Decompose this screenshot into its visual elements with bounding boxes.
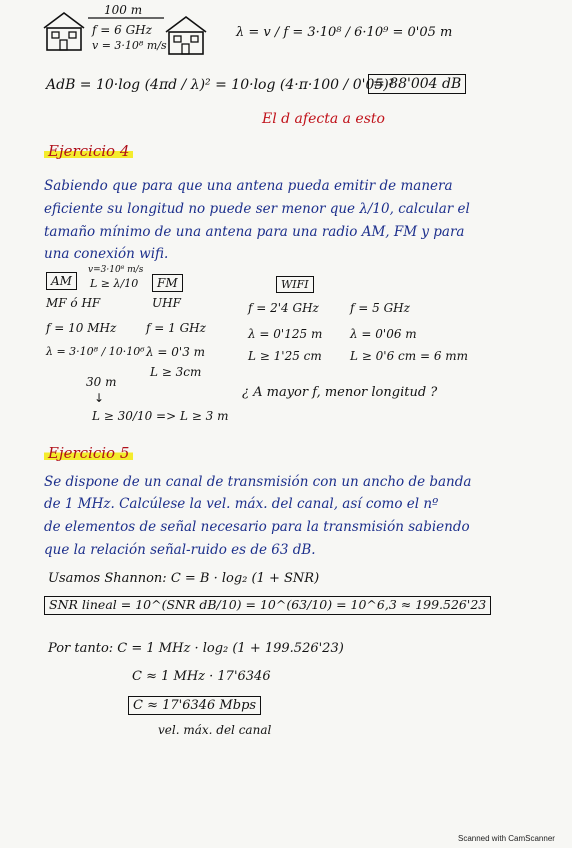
ex4-statement-line-3: tamaño mínimo de una antena para una radio AM, FM y para	[44, 224, 465, 240]
house-icon-left	[42, 10, 86, 52]
wifi-lambda-1: λ = 0'125 m	[248, 327, 323, 341]
capacity-note: vel. máx. del canal	[158, 723, 272, 737]
ex5-statement-line-1: Se dispone de un canal de transmisión con un ancho de banda	[44, 474, 472, 490]
wifi-result-1: L ≥ 1'25 cm	[248, 349, 322, 363]
ex5-statement-line-4: que la relación señal-ruido es de 63 dB.	[44, 542, 316, 558]
am-lambda-value: 30 m	[86, 375, 117, 389]
exercise-4-title: Ejercicio 4	[44, 144, 133, 159]
am-label: AM	[46, 272, 77, 290]
am-arrow-icon: ↓	[94, 391, 105, 405]
distance-note: El d afecta a esto	[262, 111, 385, 127]
attenuation-equation: AdB = 10·log (4πd / λ)² = 10·log (4·π·100 / 0'05)²	[46, 77, 395, 93]
wifi-result-2: L ≥ 0'6 cm = 6 mm	[350, 349, 469, 363]
am-speed: v=3·10⁸ m/s	[88, 265, 144, 275]
footer-watermark: Scanned with CamScanner	[458, 834, 555, 843]
capacity-step: C ≈ 1 MHz · 17'6346	[132, 669, 271, 684]
wifi-conclusion: ¿ A mayor f, menor longitud ?	[242, 385, 438, 400]
lambda-equation: λ = v / f = 3·10⁸ / 6·10⁹ = 0'05 m	[236, 25, 453, 40]
am-frequency: f = 10 MHz	[46, 321, 117, 335]
capacity-final: C ≈ 17'6346 Mbps	[128, 696, 261, 715]
wifi-frequency-2: f = 5 GHz	[350, 301, 410, 315]
house-icon-right	[164, 14, 208, 56]
frequency-label: f = 6 GHz	[92, 23, 152, 37]
ex5-statement-line-2: de 1 MHz. Calcúlese la vel. máx. del canal, así como el nº	[44, 496, 439, 512]
fm-label: FM	[152, 274, 183, 292]
shannon-formula: Usamos Shannon: C = B · log₂ (1 + SNR)	[48, 571, 320, 586]
snr-conversion: SNR lineal = 10^(SNR dB/10) = 10^(63/10) = 10^6,3 ≈ 199.526'23	[44, 596, 491, 615]
exercise-5-title: Ejercicio 5	[44, 446, 133, 461]
distance-label: 100 m	[104, 3, 143, 17]
attenuation-result: = 88'004 dB	[368, 74, 466, 94]
ex5-statement-line-3: de elementos de señal necesario para la transmisión sabiendo	[44, 519, 470, 535]
fm-lambda: λ = 0'3 m	[146, 345, 206, 359]
ex4-statement-line-1: Sabiendo que para que una antena pueda emitir de manera	[44, 178, 453, 194]
am-result: L ≥ 30/10 => L ≥ 3 m	[92, 409, 229, 423]
ex4-statement-line-4: una conexión wifi.	[44, 246, 169, 262]
fm-result: L ≥ 3cm	[150, 365, 202, 379]
am-condition: L ≥ λ/10	[90, 277, 139, 290]
wifi-frequency-1: f = 2'4 GHz	[248, 301, 319, 315]
ex4-statement-line-2: eficiente su longitud no puede ser menor que λ/10, calcular el	[44, 201, 470, 217]
wifi-label: WIFI	[276, 276, 314, 293]
fm-frequency: f = 1 GHz	[146, 321, 206, 335]
fm-band: UHF	[152, 296, 181, 310]
speed-label: v = 3·10⁸ m/s	[92, 39, 167, 52]
am-lambda: λ = 3·10⁸ / 10·10⁶	[46, 345, 145, 358]
wifi-lambda-2: λ = 0'06 m	[350, 327, 417, 341]
capacity-substitution: Por tanto: C = 1 MHz · log₂ (1 + 199.526'23)	[48, 641, 344, 656]
am-band: MF ó HF	[46, 296, 101, 310]
